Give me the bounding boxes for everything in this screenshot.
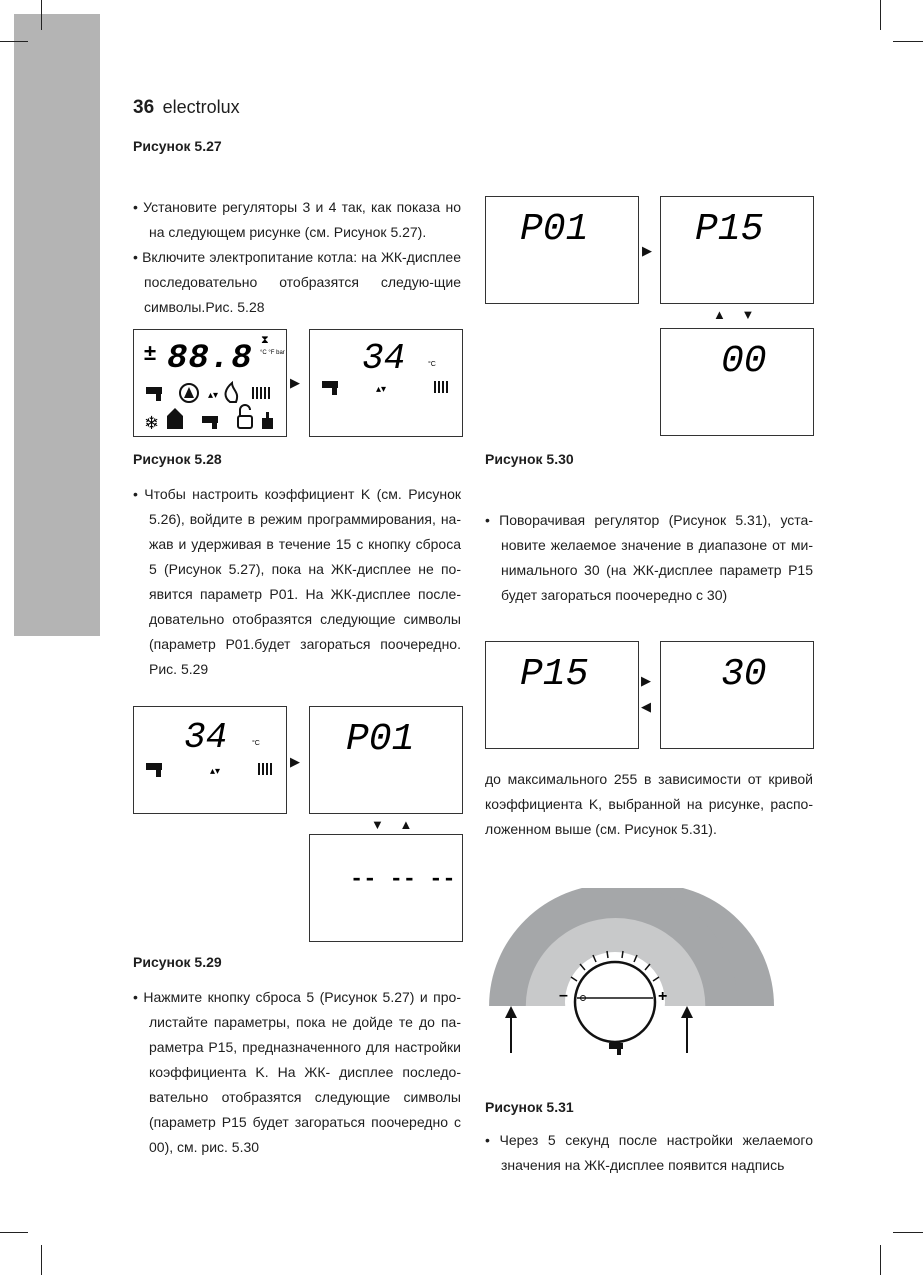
lock-icon — [238, 416, 252, 428]
figure-caption-5-29: Рисунок 5.29 — [133, 954, 222, 970]
tap-icon — [146, 387, 162, 401]
minus-sign: – — [559, 987, 568, 1004]
arrow-right-icon: ▶ — [642, 243, 652, 258]
left-text-block-3 — [133, 985, 461, 1160]
lcd-display-parameter — [485, 196, 639, 304]
bullet-regulators: • Установите регуляторы 3 и 4 так, как показа но на следующем рисунке (см. Рисунок 5.27). — [133, 199, 461, 240]
plus-minus-sign: ± — [144, 340, 157, 365]
tap-icon — [202, 416, 218, 429]
crop-mark — [41, 0, 42, 30]
figure-caption-5-27: Рисунок 5.27 — [133, 138, 222, 154]
radiator-icon — [434, 381, 448, 393]
lcd-display-temperature — [133, 706, 287, 814]
dash-readout: -- -- -- — [350, 867, 456, 892]
right-text-block-3 — [485, 1128, 813, 1178]
lcd-display-parameter — [660, 196, 814, 304]
lcd-display-parameter — [485, 641, 639, 749]
lcd-display-full — [133, 329, 287, 437]
arrows-up-down-icon: ▲ ▼ — [713, 307, 761, 322]
arrow-right-icon: ▶ — [641, 673, 651, 688]
right-text-block-2 — [485, 767, 813, 842]
figure-caption-5-31: Рисунок 5.31 — [485, 1099, 574, 1115]
arrow-up-icon — [681, 1006, 693, 1053]
celsius-unit: °C — [252, 740, 260, 747]
celsius-unit: °C — [428, 361, 436, 368]
parameter-code: P15 — [695, 208, 764, 251]
bullet-power-on: • Включите электропитание котла: на ЖК-дисплее последовательно отобразятся следую-щие символы.Рис. 5.28 — [133, 249, 461, 315]
brand-name: electrolux — [162, 97, 240, 117]
crop-mark — [0, 41, 28, 42]
hand-icon — [262, 412, 273, 429]
figure-caption-5-30: Рисунок 5.30 — [485, 451, 574, 467]
lcd-display-value — [660, 328, 814, 436]
arrows-down-up-icon: ▼ ▲ — [371, 817, 419, 832]
snowflake-icon: ❄ — [144, 413, 160, 434]
bullet-programming: • Чтобы настроить коэффициент K (см. Рисунок 5.26), войдите в режим программирования, на-жав и удерживая в течение 15 с кнопку сброса 5 (Рисунок 5.27), пока на ЖК-дисплее не по-явится параметр P01. На ЖК-дисплее после-довательно отобразятся следующие символы (параметр P01.будет загораться поочередно. Рис. 5.29 — [133, 486, 461, 677]
max-range-paragraph: до максимального 255 в зависимости от кривой коэффициента K, выбранной на рисунке, распо-ложенном выше (см. Рисунок 5.31). — [485, 771, 813, 837]
lcd-digits: 88.8 — [167, 340, 253, 378]
arrow-left-icon: ◀ — [641, 699, 651, 714]
bullet-rotate-regulator: • Поворачивая регулятор (Рисунок 5.31), уста-новите желаемое значение в диапазоне от ми-нимального 30 (на ЖК-дисплее параметр P15 будет загораться поочередно с 30) — [485, 512, 813, 603]
lcd-display-dashes — [309, 834, 463, 942]
lcd-display-temperature — [309, 329, 463, 437]
parameter-value: 00 — [721, 340, 767, 383]
bullet-after-5-seconds: • Через 5 секунд после настройки желаемого значения на ЖК-дисплее появится надпись — [485, 1132, 813, 1173]
temperature-value: 34 — [362, 338, 406, 379]
crop-mark — [880, 0, 881, 30]
up-down-icon: ▴▾ — [376, 384, 387, 395]
parameter-code: P01 — [346, 718, 415, 761]
tap-icon — [322, 381, 338, 395]
up-down-icon: ▴▾ — [208, 390, 219, 401]
right-text-block-1 — [485, 508, 813, 608]
side-tab — [14, 14, 100, 636]
lcd-display-value — [660, 641, 814, 749]
arrow-right-icon: ▶ — [290, 375, 300, 390]
arrow-right-icon: ▶ — [290, 754, 300, 769]
page-number: 36 — [133, 97, 155, 118]
house-icon — [167, 408, 183, 429]
figure-caption-5-28: Рисунок 5.28 — [133, 451, 222, 467]
regulator-knob — [575, 962, 655, 1042]
tap-icon — [609, 1043, 623, 1055]
temperature-value: 34 — [184, 717, 228, 758]
crop-mark — [41, 1245, 42, 1275]
page-header — [133, 97, 240, 119]
left-text-block-2 — [133, 482, 461, 682]
parameter-code: P15 — [520, 653, 589, 696]
parameter-code: P01 — [520, 208, 589, 251]
crop-mark — [893, 41, 923, 42]
knob-diagram — [485, 888, 815, 1058]
hourglass-icon: ⧗ — [261, 334, 269, 346]
parameter-value: 30 — [721, 653, 767, 696]
lcd-display-parameter — [309, 706, 463, 814]
plus-sign: + — [658, 988, 668, 1005]
crop-mark — [0, 1232, 28, 1233]
tap-icon — [146, 763, 162, 777]
bullet-reset-scroll: • Нажмите кнопку сброса 5 (Рисунок 5.27) и про-листайте параметры, пока не дойде те до па-раметра P15, предназначенного для настройки коэффициента K. На ЖК- дисплее последо-вательно отобразятся следующие символы (параметр P15 будет загораться поочередно с 00), см. рис. 5.30 — [133, 989, 461, 1155]
radiator-icon — [252, 387, 270, 399]
unit-labels: °C °F bar — [260, 350, 285, 356]
radiator-icon — [258, 763, 272, 775]
flame-icon — [226, 383, 238, 402]
crop-mark — [880, 1245, 881, 1275]
crop-mark — [893, 1232, 923, 1233]
arrow-up-icon — [505, 1006, 517, 1053]
left-text-block-1 — [133, 195, 461, 320]
up-down-icon: ▴▾ — [210, 766, 221, 777]
